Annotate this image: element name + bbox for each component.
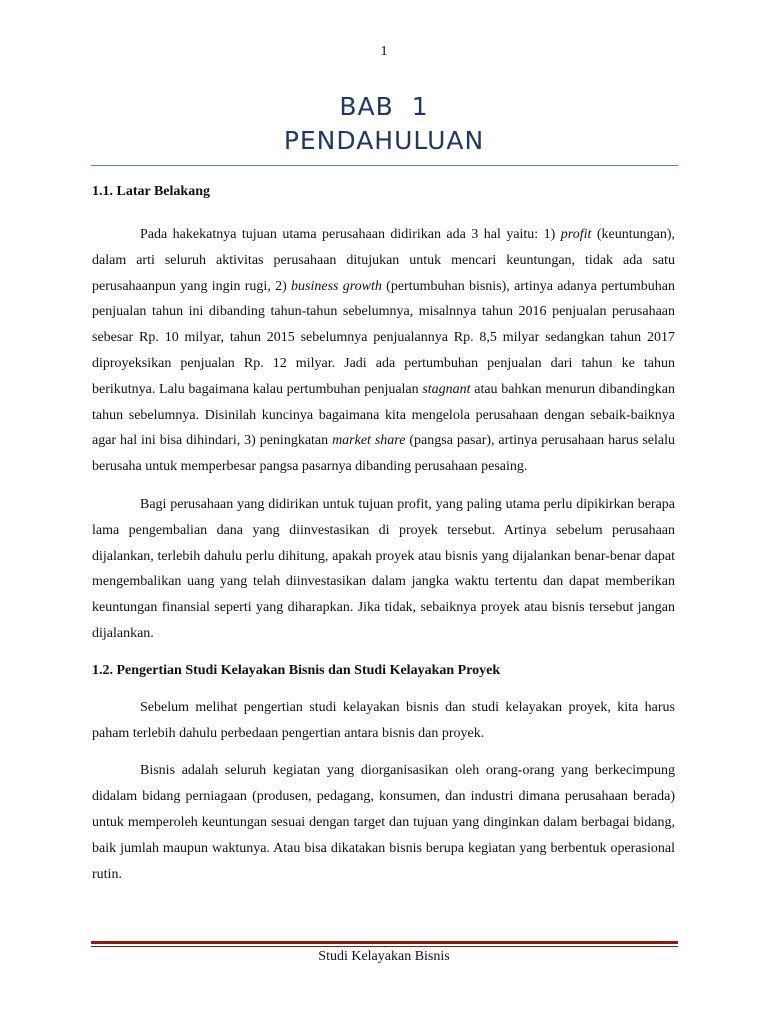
document-body (92, 180, 675, 887)
chapter-number: BAB 1 (339, 92, 429, 121)
footer-divider-thick (91, 941, 678, 944)
italic-term: market share (332, 433, 406, 449)
paragraph-latar-belakang-2: Bagi perusahaan yang didirikan untuk tujuan profit, yang paling utama perlu dipikirkan berapa lama pengembalian dana yang diinvestasikan di proyek tersebut. Artinya sebelum perusahaan dijalankan, terlebih dahulu perlu dihitung, apakah proyek atau bisnis yang dijalankan benar-benar dapat mengembalikan uang yang telah diinvestasikan dalam jangka waktu tertentu dan dapat memberikan keuntungan finansial seperti yang diharapkan. Jika tidak, sebaiknya proyek atau bisnis tersebut jangan dijalankan. (92, 496, 675, 641)
italic-term: stagnant (422, 381, 471, 397)
section-heading-1-1: 1.1. Latar Belakang (92, 184, 210, 199)
chapter-title (0, 90, 768, 158)
italic-term: business growth (291, 278, 382, 294)
italic-term: profit (560, 227, 592, 242)
footer-divider-thin (91, 946, 678, 947)
page-number: 1 (380, 44, 388, 59)
paragraph-pengertian-1: Sebelum melihat pengertian studi kelayakan bisnis dan studi kelayakan proyek, kita harus paham terlebih dahulu perbedaan pengertian antara bisnis dan proyek. (92, 699, 675, 741)
section-heading-1-2: 1.2. Pengertian Studi Kelayakan Bisnis dan Studi Kelayakan Proyek (92, 662, 501, 678)
title-divider (91, 165, 678, 166)
chapter-name: PENDAHULUAN (283, 126, 485, 155)
footer-title: Studi Kelayakan Bisnis (318, 949, 450, 964)
paragraph-pengertian-2: Bisnis adalah seluruh kegiatan yang diorganisasikan oleh orang-orang yang berkecimpung didalam bidang perniagaan (produsen, pedagang, konsumen, dan industri dimana perusahaan berada) untuk memperoleh keuntungan sesuai dengan target dan tujuan yang dinginkan dalam berbagai bidang, baik jumlah maupun waktunya. Atau bisa dikatakan bisnis berupa kegiatan yang berbentuk operasional rutin. (92, 763, 675, 882)
paragraph-latar-belakang-1: Pada hakekatnya tujuan utama perusahaan didirikan ada 3 hal yaitu: 1) profit (keuntungan), dalam arti seluruh aktivitas perusahaan ditujukan untuk mencari keuntungan, tidak ada satu perusahaanpun yang ingin rugi, 2) business growth (pertumbuhan bisnis), artinya adanya pertumbuhan penjualan tahun ini dibanding tahun-tahun sebelumnya, misalnnya tahun 2016 penjualan perusahaan sebesar Rp. 10 milyar, tahun 2015 sebelumnya penjualannya Rp. 8,5 milyar sedangkan tahun 2017 diproyeksikan penjualan Rp. 12 milyar. Jadi ada pertumbuhan penjualan dari tahun ke tahun berikutnya. Lalu bagaimana kalau pertumbuhan penjualan stagnant atau bahkan menurun dibandingkan tahun sebelumnya. Disinilah kuncinya bagaimana kita mengelola perusahaan dengan sebaik-baiknya agar hal ini bisa dihindari, 3) peningkatan market share (pangsa pasar), artinya perusahaan harus selalu berusaha untuk memperbesar pangsa pasarnya dibanding perusahaan pesaing. (92, 227, 675, 475)
